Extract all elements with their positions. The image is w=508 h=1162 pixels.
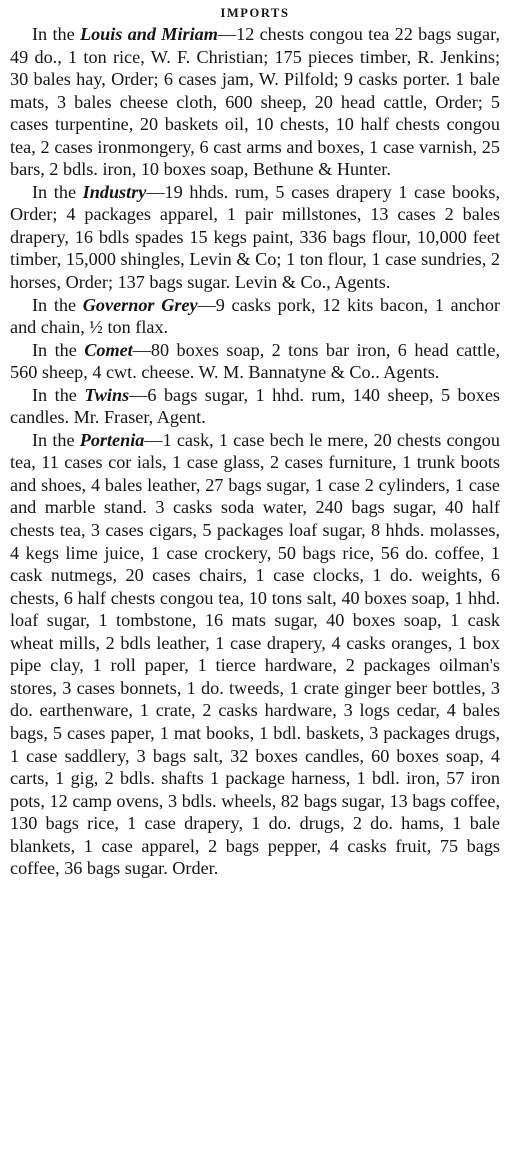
ship-name: Portenia — [79, 429, 145, 450]
cargo-list: —1 cask, 1 case bech le mere, 20 chests congou tea, 11 cases cor ials, 1 case glass, 2 cases furniture, 1 trunk boots and shoes, 4 bales leather, 27 bags sugar, 1 case 2 cylinders, 1 case and marble stand. 3 casks soda water, 240 bags sugar, 40 half chests tea, 3 cases cigars, 5 packages loaf sugar, 8 hhds. molasses, 4 kegs lime juice, 1 case crockery, 50 bags rice, 56 do. coffee, 1 cask nutmegs, 20 cases chairs, 1 case clocks, 1 do. weights, 6 chests, 6 half chests congou tea, 10 tons salt, 40 boxes soap, 1 hhd. loaf sugar, 1 tombstone, 16 mats sugar, 40 boxes soap, 1 cask wheat mills, 2 bdls leather, 1 case drapery, 4 casks oranges, 1 box pipe clay, 1 roll paper, 1 tierce hardware, 2 packages oilman's stores, 3 cases bonnets, 1 do. tweeds, 1 crate ginger beer bottles, 3 do. earthenware, 1 crate, 2 casks hardware, 3 logs cedar, 4 bales bags, 5 cases paper, 1 mat books, 1 bdl. baskets, 3 packages drugs, 1 case saddlery, 3 bags salt, 32 boxes candles, 60 boxes soap, 4 carts, 1 gig, 2 bdls. shafts 1 package harness, 1 bdl. iron, 57 iron pots, 12 camp ovens, 3 bdls. wheels, 82 bags sugar, 13 bags coffee, 130 bags rice, 1 case drapery, 1 do. drugs, 2 do. hams, 1 bale blankets, 1 case apparel, 2 bags pepper, 4 casks fruit, 75 bags coffee, 36 bags sugar. Order. — [10, 429, 500, 879]
import-entry-portenia — [10, 429, 500, 880]
ship-name: Governor Grey — [82, 294, 198, 315]
cargo-list: —19 hhds. rum, 5 cases drapery 1 case books, Order; 4 packages apparel, 1 pair millstones, 13 cases 2 bales drapery, 16 bdls spades 15 kegs paint, 336 bags flour, 10,000 feet timber, 15,000 shingles, Levin & Co; 1 ton flour, 1 case sundries, 2 horses, Order; 137 bags sugar. Levin & Co., Agents. — [10, 181, 500, 293]
entry-lead: In the — [32, 181, 83, 202]
cargo-list: —9 casks pork, 12 kits bacon, 1 anchor and chain, ½ ton flax. — [10, 294, 500, 338]
section-heading: IMPORTS — [220, 6, 290, 20]
entry-lead: In the — [32, 294, 83, 315]
ship-name: Industry — [82, 181, 147, 202]
import-entry-governor-grey — [10, 294, 500, 339]
entry-lead: In the — [32, 384, 85, 405]
ship-name: Comet — [84, 339, 133, 360]
entry-lead: In the — [32, 339, 85, 360]
ship-name: Twins — [84, 384, 130, 405]
ship-name: Louis and Miriam — [79, 24, 218, 44]
cargo-list: —80 boxes soap, 2 tons bar iron, 6 head cattle, 560 sheep, 4 cwt. cheese. W. M. Bannatyne & Co.. Agents. — [10, 339, 500, 383]
import-entry-louis-and-miriam — [10, 23, 500, 181]
import-entry-twins — [10, 384, 500, 429]
cargo-list: —6 bags sugar, 1 hhd. rum, 140 sheep, 5 boxes candles. Mr. Fraser, Agent. — [10, 384, 500, 428]
entry-lead: In the — [32, 24, 80, 44]
import-entry-industry — [10, 181, 500, 294]
import-entry-comet — [10, 339, 500, 384]
entry-lead: In the — [32, 429, 80, 450]
cargo-list: —12 chests congou tea 22 bags sugar, 49 do., 1 ton rice, W. F. Christian; 175 pieces timber, R. Jenkins; 30 bales hay, Order; 6 cases jam, W. Pilfold; 9 casks porter. 1 bale mats, 3 bales cheese cloth, 600 sheep, 20 head cattle, Order; 5 cases turpentine, 20 baskets oil, 10 chests, 10 half chests congou tea, 2 cases ironmongery, 6 cast arms and boxes, 1 case varnish, 25 bars, 2 bdls. iron, 10 boxes soap, Bethune & Hunter. — [10, 24, 500, 180]
